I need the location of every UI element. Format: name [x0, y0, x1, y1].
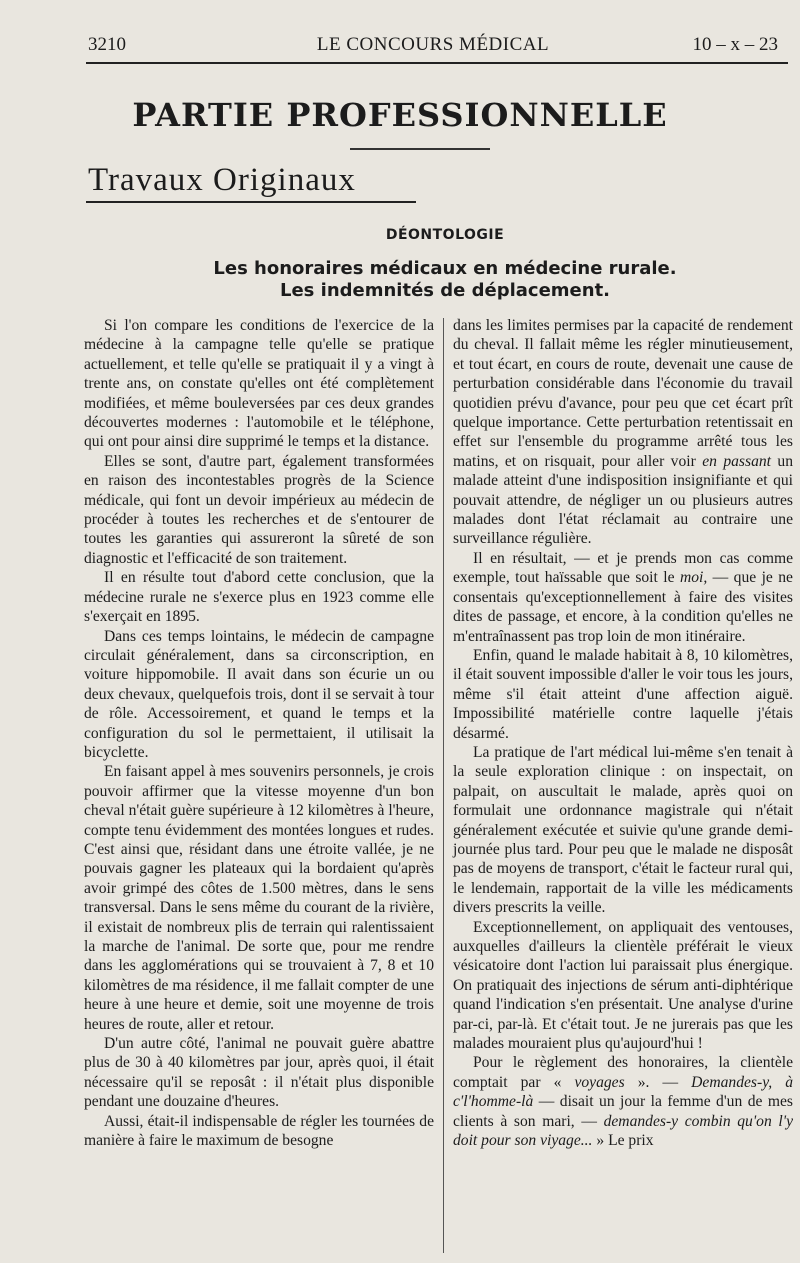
page-number: 3210 [88, 34, 126, 55]
paragraph: Pour le règlement des honoraires, la clientèle comptait par « voyages ». — Demandes-y, à c'l'homme-là — disait un jour la femme d'un de mes clients à son mari, — demandes-y combin qu'on l'y doit pour son viyage... » Le prix [453, 1054, 794, 1150]
subtitle-rule [86, 201, 416, 203]
paragraph: Elles se sont, d'autre part, également transformées en raison des incontestables progrès de la Science médicale, qui font un devoir impérieux au médecin de procéder à toutes les recherches et de s'entourer de toutes les garanties qui assureront la sûreté de son diagnostic et l'efficacité de son traitement. [84, 452, 434, 567]
header-rule [86, 62, 788, 64]
paragraph: Il en résulte tout d'abord cette conclusion, que la médecine rurale ne s'exerce plus en 1923 comme elle s'exerçait en 1895. [84, 569, 434, 626]
article-title-line-2: Les indemnités de déplacement. [279, 280, 611, 301]
issue-date: 10 – x – 23 [692, 34, 778, 55]
section-subtitle: Travaux Originaux [88, 162, 356, 198]
paragraph: Exceptionnellement, on appliquait des ventouses, auxquelles d'ailleurs la clientèle préférait le vieux vésicatoire dont l'action lui paraissait plus énergique. On pratiquait des injections de sérum anti-diphtérique quand l'indication s'en présentait. Une analyse d'urine par-ci, par-là. Et c'était tout. Je ne jurerais pas que les malades mouraient plus qu'aujourd'hui ! [453, 918, 793, 1053]
article-title-line-1: Les honoraires médicaux en médecine rurale. [213, 258, 677, 279]
column-divider [443, 318, 444, 1253]
article-rubric: DÉONTOLOGIE [385, 227, 505, 243]
paragraph: dans les limites permises par la capacité de rendement du cheval. Il fallait même les régler minutieusement, et tout écart, en cours de route, devenait une cause de perturbation considérable dans l'économie du travail quotidien prévu d'avance, pour peu que cet écart prît quelque importance. Cette perturbation retentissait en effet sur l'ensemble du programme arrêté tous les matins, et on risquait, pour aller voir en passant un malade atteint d'une indisposition insignifiante et qui pouvait attendre, de négliger un ou plusieurs autres malades dont l'état réclamait au contraire une surveillance régulière. [453, 317, 793, 548]
section-rule [350, 148, 490, 150]
paragraph: Dans ces temps lointains, le médecin de campagne circulait généralement, dans sa circonscription, en voiture hippomobile. Il avait dans son écurie un ou deux chevaux, quelquefois trois, dont il se servait à tour de rôle. Accessoirement, et quand le temps et la configuration du sol le permettaient, il utilisait la bicyclette. [84, 627, 434, 761]
paragraph: En faisant appel à mes souvenirs personnels, je crois pouvoir affirmer que la vitesse moyenne d'un bon cheval n'était guère supérieure à 12 kilomètres à l'heure, compte tenu évidemment des montées longues et rudes. C'est ainsi que, résidant dans une étroite vallée, je ne pouvais gagner les plateaux qui la bordaient qu'après avoir grimpé des côtes de 1.500 mètres, dans le sens transversal. Dans le sens même du courant de la rivière, il existait de nombreux plis de terrain qui ralentissaient la marche de l'animal. De sorte que, pour me rendre dans les agglomérations qui se trouvaient à 7, 8 et 10 kilomètres de ma résidence, il me fallait compter de une heure à une heure et demie, soit une moyenne de trois heures de route, aller et retour. [84, 763, 434, 1033]
paragraph: D'un autre côté, l'animal ne pouvait guère abattre plus de 30 à 40 kilomètres par jour, après quoi, il était nécessaire qu'il se reposât : il n'était plus disponible pendant une douzaine d'heures. [84, 1035, 434, 1111]
paragraph: La pratique de l'art médical lui-même s'en tenait à la seule exploration clinique : on inspectait, on palpait, on auscultait le malade, après quoi on formulait une ordonnance magistrale qui n'était généralement exécutée et suivie qu'une grande demi-journée plus tard. Pour peu que le malade ne disposât pas de moyens de transport, c'était le facteur rural qui, le lendemain, rapportait de la ville les médicaments divers prescrits la veille. [453, 743, 793, 917]
section-title: PARTIE PROFESSIONNELLE [132, 96, 668, 134]
paragraph: Aussi, était-il indispensable de régler les tournées de manière à faire le maximum de besogne [84, 1112, 434, 1150]
paragraph: Il en résultait, — et je prends mon cas comme exemple, tout haïssable que soit le moi, — que je ne consentais qu'exceptionnellement à faire des visites dites de passage, et encore, à la condition qu'elles ne m'entraînassent pas trop loin de mon itinéraire. [453, 549, 793, 645]
running-head [88, 34, 778, 60]
paragraph: Si l'on compare les conditions de l'exercice de la médecine à la campagne telle qu'elle se pratique actuellement, et telle qu'elle se pratiquait il y a vingt à trente ans, on constate qu'elles ont été complètement modifiées, et même bouleversées par ces deux grandes découvertes modernes : l'automobile et le téléphone, qui ont pour ainsi dire supprimé le temps et la distance. [84, 317, 434, 451]
right-column [453, 316, 793, 1150]
paragraph: Enfin, quand le malade habitait à 8, 10 kilomètres, il était souvent impossible d'aller le voir tous les jours, même s'il était atteint d'une affection aiguë. Impossibilité matérielle contre laquelle j'étais désarmé. [453, 646, 793, 742]
article-title [0, 258, 800, 302]
journal-title: LE CONCOURS MÉDICAL [316, 34, 550, 55]
left-column [84, 316, 434, 1150]
